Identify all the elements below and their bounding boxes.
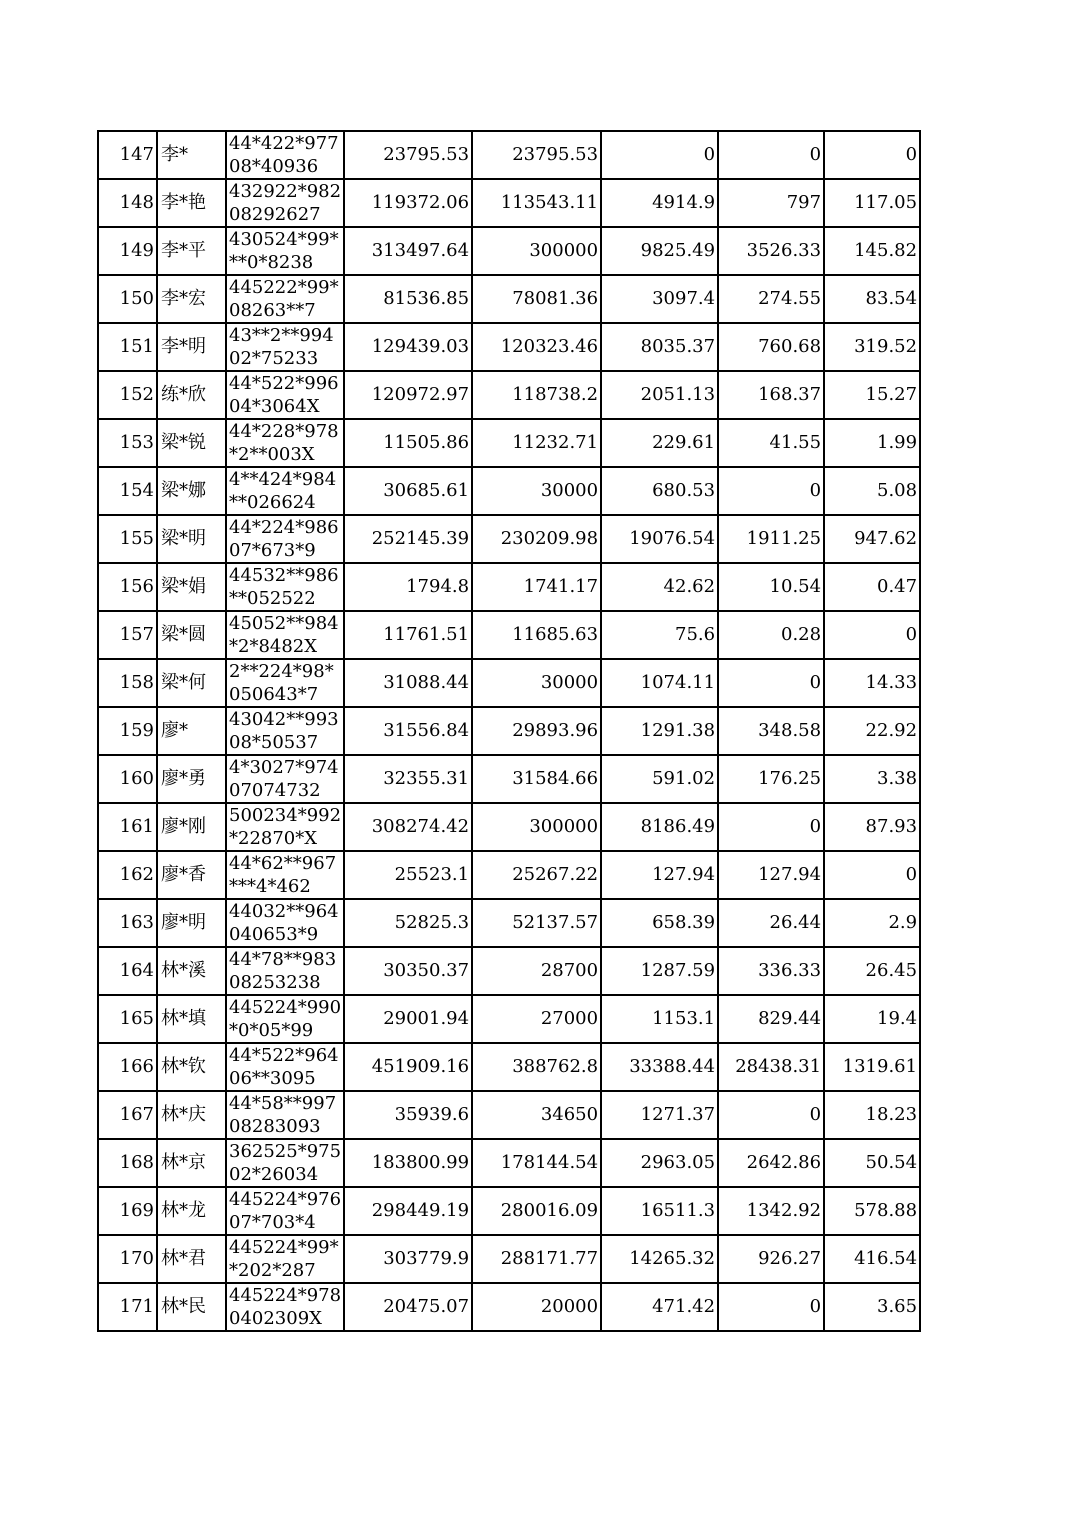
id-number xyxy=(226,803,344,851)
person-name: 廖* xyxy=(157,707,226,755)
id-number-line-2: 08292627 xyxy=(229,204,321,225)
table-row xyxy=(98,179,920,227)
id-number-line-1: 4*3027*974 xyxy=(229,757,339,778)
amount-col-5: 22.92 xyxy=(824,707,920,755)
amount-col-4: 0 xyxy=(718,467,824,515)
amount-col-2: 1741.17 xyxy=(472,563,601,611)
id-number xyxy=(226,131,344,179)
amount-col-2: 78081.36 xyxy=(472,275,601,323)
person-name: 林*庆 xyxy=(157,1091,226,1139)
amount-col-5: 26.45 xyxy=(824,947,920,995)
row-number: 162 xyxy=(98,851,157,899)
amount-col-3: 42.62 xyxy=(601,563,718,611)
amount-col-3: 33388.44 xyxy=(601,1043,718,1091)
person-name: 林*民 xyxy=(157,1283,226,1331)
person-name: 廖*香 xyxy=(157,851,226,899)
amount-col-2: 30000 xyxy=(472,659,601,707)
amount-col-3: 3097.4 xyxy=(601,275,718,323)
amount-col-1: 303779.9 xyxy=(344,1235,472,1283)
id-number-line-1: 43**2**994 xyxy=(229,325,334,346)
amount-col-4: 0 xyxy=(718,131,824,179)
id-number-line-2: *202*287 xyxy=(229,1260,316,1281)
amount-col-2: 31584.66 xyxy=(472,755,601,803)
id-number-line-2: *0*05*99 xyxy=(229,1020,314,1041)
amount-col-5: 1319.61 xyxy=(824,1043,920,1091)
amount-col-2: 300000 xyxy=(472,803,601,851)
row-number: 150 xyxy=(98,275,157,323)
amount-col-4: 274.55 xyxy=(718,275,824,323)
amount-col-4: 926.27 xyxy=(718,1235,824,1283)
amount-col-3: 16511.3 xyxy=(601,1187,718,1235)
amount-col-1: 30685.61 xyxy=(344,467,472,515)
id-number-line-1: 44*224*986 xyxy=(229,517,339,538)
amount-col-5: 3.65 xyxy=(824,1283,920,1331)
amount-col-3: 19076.54 xyxy=(601,515,718,563)
row-number: 170 xyxy=(98,1235,157,1283)
id-number-line-2: 08*50537 xyxy=(229,732,319,753)
person-name: 李*艳 xyxy=(157,179,226,227)
amount-col-3: 2051.13 xyxy=(601,371,718,419)
person-name: 李*宏 xyxy=(157,275,226,323)
amount-col-1: 183800.99 xyxy=(344,1139,472,1187)
row-number: 160 xyxy=(98,755,157,803)
id-number xyxy=(226,1283,344,1331)
id-number-line-1: 44032**964 xyxy=(229,901,339,922)
amount-col-3: 8035.37 xyxy=(601,323,718,371)
amount-col-3: 9825.49 xyxy=(601,227,718,275)
id-number xyxy=(226,1043,344,1091)
amount-col-4: 0 xyxy=(718,1091,824,1139)
id-number-line-2: **052522 xyxy=(229,588,316,609)
amount-col-4: 10.54 xyxy=(718,563,824,611)
amount-col-2: 30000 xyxy=(472,467,601,515)
id-number xyxy=(226,371,344,419)
id-number xyxy=(226,947,344,995)
person-name: 李*明 xyxy=(157,323,226,371)
row-number: 168 xyxy=(98,1139,157,1187)
amount-col-3: 591.02 xyxy=(601,755,718,803)
amount-col-2: 11232.71 xyxy=(472,419,601,467)
amount-col-5: 50.54 xyxy=(824,1139,920,1187)
amount-col-5: 117.05 xyxy=(824,179,920,227)
id-number xyxy=(226,1139,344,1187)
id-number-line-1: 45052**984 xyxy=(229,613,339,634)
amount-col-4: 829.44 xyxy=(718,995,824,1043)
person-name: 林*君 xyxy=(157,1235,226,1283)
amount-col-2: 29893.96 xyxy=(472,707,601,755)
amount-col-2: 288171.77 xyxy=(472,1235,601,1283)
amount-col-1: 35939.6 xyxy=(344,1091,472,1139)
id-number-line-1: 44*422*977 xyxy=(229,133,339,154)
id-number xyxy=(226,995,344,1043)
amount-col-5: 416.54 xyxy=(824,1235,920,1283)
row-number: 152 xyxy=(98,371,157,419)
id-number xyxy=(226,563,344,611)
id-number xyxy=(226,755,344,803)
amount-col-4: 28438.31 xyxy=(718,1043,824,1091)
amount-col-5: 14.33 xyxy=(824,659,920,707)
amount-col-2: 23795.53 xyxy=(472,131,601,179)
table-row xyxy=(98,275,920,323)
row-number: 163 xyxy=(98,899,157,947)
id-number xyxy=(226,515,344,563)
amount-col-2: 34650 xyxy=(472,1091,601,1139)
amount-col-2: 300000 xyxy=(472,227,601,275)
row-number: 149 xyxy=(98,227,157,275)
id-number xyxy=(226,467,344,515)
table-row xyxy=(98,131,920,179)
person-name: 林*钦 xyxy=(157,1043,226,1091)
amount-col-1: 32355.31 xyxy=(344,755,472,803)
row-number: 155 xyxy=(98,515,157,563)
amount-col-3: 1074.11 xyxy=(601,659,718,707)
amount-col-4: 1911.25 xyxy=(718,515,824,563)
id-number-line-2: **0*8238 xyxy=(229,252,314,273)
amount-col-4: 0 xyxy=(718,1283,824,1331)
id-number-line-1: 44*522*964 xyxy=(229,1045,339,1066)
amount-col-4: 0 xyxy=(718,803,824,851)
amount-col-5: 15.27 xyxy=(824,371,920,419)
person-name: 林*填 xyxy=(157,995,226,1043)
id-number-line-1: 2**224*98* xyxy=(229,661,334,682)
amount-col-4: 0 xyxy=(718,659,824,707)
person-name: 廖*刚 xyxy=(157,803,226,851)
id-number-line-1: 445224*978 xyxy=(229,1285,342,1306)
id-number-line-2: 02*75233 xyxy=(229,348,319,369)
id-number-line-1: 445222*99* xyxy=(229,277,339,298)
id-number xyxy=(226,275,344,323)
amount-col-2: 27000 xyxy=(472,995,601,1043)
row-number: 167 xyxy=(98,1091,157,1139)
amount-col-2: 28700 xyxy=(472,947,601,995)
amount-col-5: 319.52 xyxy=(824,323,920,371)
amount-col-4: 127.94 xyxy=(718,851,824,899)
table-row xyxy=(98,1043,920,1091)
id-number xyxy=(226,851,344,899)
amount-col-5: 0.47 xyxy=(824,563,920,611)
amount-col-1: 451909.16 xyxy=(344,1043,472,1091)
amount-col-5: 1.99 xyxy=(824,419,920,467)
table-row xyxy=(98,371,920,419)
amount-col-4: 176.25 xyxy=(718,755,824,803)
id-number-line-2: *22870*X xyxy=(229,828,318,849)
id-number xyxy=(226,707,344,755)
person-name: 梁*娟 xyxy=(157,563,226,611)
table-row xyxy=(98,419,920,467)
table-row xyxy=(98,1139,920,1187)
amount-col-5: 145.82 xyxy=(824,227,920,275)
table-row xyxy=(98,467,920,515)
row-number: 157 xyxy=(98,611,157,659)
row-number: 158 xyxy=(98,659,157,707)
amount-col-2: 280016.09 xyxy=(472,1187,601,1235)
id-number-line-2: 02*26034 xyxy=(229,1164,319,1185)
table-row xyxy=(98,803,920,851)
person-name: 梁*娜 xyxy=(157,467,226,515)
amount-col-2: 25267.22 xyxy=(472,851,601,899)
id-number-line-2: 07074732 xyxy=(229,780,321,801)
amount-col-3: 14265.32 xyxy=(601,1235,718,1283)
amount-col-1: 52825.3 xyxy=(344,899,472,947)
amount-col-5: 19.4 xyxy=(824,995,920,1043)
row-number: 166 xyxy=(98,1043,157,1091)
id-number-line-2: 0402309X xyxy=(229,1308,322,1329)
id-number-line-1: 44*228*978 xyxy=(229,421,339,442)
amount-col-4: 0.28 xyxy=(718,611,824,659)
amount-col-4: 348.58 xyxy=(718,707,824,755)
person-name: 廖*勇 xyxy=(157,755,226,803)
id-number-line-1: 44*62**967 xyxy=(229,853,337,874)
table-row xyxy=(98,995,920,1043)
amount-col-1: 120972.97 xyxy=(344,371,472,419)
id-number xyxy=(226,179,344,227)
person-name: 廖*明 xyxy=(157,899,226,947)
amount-col-5: 0 xyxy=(824,611,920,659)
id-number-line-2: 08283093 xyxy=(229,1116,321,1137)
row-number: 147 xyxy=(98,131,157,179)
table-row xyxy=(98,1283,920,1331)
amount-col-1: 31556.84 xyxy=(344,707,472,755)
amount-col-1: 29001.94 xyxy=(344,995,472,1043)
amount-col-5: 5.08 xyxy=(824,467,920,515)
id-number-line-1: 445224*976 xyxy=(229,1189,342,1210)
amount-col-2: 20000 xyxy=(472,1283,601,1331)
amount-col-1: 23795.53 xyxy=(344,131,472,179)
amount-col-3: 1291.38 xyxy=(601,707,718,755)
id-number xyxy=(226,611,344,659)
amount-col-3: 0 xyxy=(601,131,718,179)
id-number xyxy=(226,1091,344,1139)
amount-col-2: 52137.57 xyxy=(472,899,601,947)
table-row xyxy=(98,611,920,659)
id-number-line-1: 445224*99* xyxy=(229,1237,339,1258)
id-number xyxy=(226,899,344,947)
id-number-line-2: 08263**7 xyxy=(229,300,316,321)
amount-col-5: 0 xyxy=(824,851,920,899)
id-number-line-2: 07*703*4 xyxy=(229,1212,316,1233)
id-number xyxy=(226,419,344,467)
amount-col-4: 1342.92 xyxy=(718,1187,824,1235)
amount-col-2: 388762.8 xyxy=(472,1043,601,1091)
amount-col-3: 1271.37 xyxy=(601,1091,718,1139)
id-number xyxy=(226,1187,344,1235)
id-number-line-1: 432922*982 xyxy=(229,181,342,202)
id-number xyxy=(226,323,344,371)
amount-col-1: 119372.06 xyxy=(344,179,472,227)
amount-col-1: 20475.07 xyxy=(344,1283,472,1331)
amount-col-1: 31088.44 xyxy=(344,659,472,707)
table-row xyxy=(98,227,920,275)
amount-col-5: 83.54 xyxy=(824,275,920,323)
amount-col-1: 11505.86 xyxy=(344,419,472,467)
row-number: 151 xyxy=(98,323,157,371)
table-row xyxy=(98,659,920,707)
amount-col-4: 26.44 xyxy=(718,899,824,947)
table-row xyxy=(98,323,920,371)
amount-col-2: 11685.63 xyxy=(472,611,601,659)
id-number-line-1: 44*58**997 xyxy=(229,1093,337,1114)
amount-col-5: 87.93 xyxy=(824,803,920,851)
amount-col-3: 127.94 xyxy=(601,851,718,899)
id-number-line-2: 040653*9 xyxy=(229,924,319,945)
amount-col-2: 120323.46 xyxy=(472,323,601,371)
amount-col-3: 1287.59 xyxy=(601,947,718,995)
amount-col-1: 25523.1 xyxy=(344,851,472,899)
amount-col-2: 178144.54 xyxy=(472,1139,601,1187)
id-number-line-2: **026624 xyxy=(229,492,316,513)
person-name: 梁*明 xyxy=(157,515,226,563)
table-row xyxy=(98,1187,920,1235)
amount-col-4: 760.68 xyxy=(718,323,824,371)
person-name: 梁*圆 xyxy=(157,611,226,659)
amount-col-5: 578.88 xyxy=(824,1187,920,1235)
amount-col-4: 168.37 xyxy=(718,371,824,419)
row-number: 159 xyxy=(98,707,157,755)
amount-col-3: 229.61 xyxy=(601,419,718,467)
row-number: 164 xyxy=(98,947,157,995)
amount-col-1: 30350.37 xyxy=(344,947,472,995)
amount-col-1: 11761.51 xyxy=(344,611,472,659)
amount-col-5: 2.9 xyxy=(824,899,920,947)
table-row xyxy=(98,755,920,803)
amount-col-4: 41.55 xyxy=(718,419,824,467)
id-number-line-2: ***4*462 xyxy=(229,876,311,897)
amount-col-4: 2642.86 xyxy=(718,1139,824,1187)
amount-col-4: 3526.33 xyxy=(718,227,824,275)
row-number: 148 xyxy=(98,179,157,227)
amount-col-1: 252145.39 xyxy=(344,515,472,563)
id-number-line-1: 500234*992 xyxy=(229,805,342,826)
table-row xyxy=(98,707,920,755)
id-number-line-2: 07*673*9 xyxy=(229,540,316,561)
table-row xyxy=(98,1235,920,1283)
id-number-line-2: 06**3095 xyxy=(229,1068,316,1089)
amount-col-3: 4914.9 xyxy=(601,179,718,227)
person-name: 李*平 xyxy=(157,227,226,275)
row-number: 154 xyxy=(98,467,157,515)
row-number: 171 xyxy=(98,1283,157,1331)
amount-col-1: 81536.85 xyxy=(344,275,472,323)
amount-col-4: 336.33 xyxy=(718,947,824,995)
person-name: 林*龙 xyxy=(157,1187,226,1235)
person-name: 林*京 xyxy=(157,1139,226,1187)
table-row xyxy=(98,1091,920,1139)
row-number: 153 xyxy=(98,419,157,467)
row-number: 156 xyxy=(98,563,157,611)
id-number-line-1: 44*78**983 xyxy=(229,949,337,970)
id-number-line-1: 362525*975 xyxy=(229,1141,342,1162)
person-name: 练*欣 xyxy=(157,371,226,419)
table-row xyxy=(98,851,920,899)
amount-col-3: 471.42 xyxy=(601,1283,718,1331)
amount-col-1: 129439.03 xyxy=(344,323,472,371)
id-number-line-2: 08*40936 xyxy=(229,156,319,177)
amount-col-3: 658.39 xyxy=(601,899,718,947)
amount-col-3: 2963.05 xyxy=(601,1139,718,1187)
amount-col-3: 680.53 xyxy=(601,467,718,515)
id-number-line-2: *2*8482X xyxy=(229,636,318,657)
row-number: 169 xyxy=(98,1187,157,1235)
amount-col-4: 797 xyxy=(718,179,824,227)
table-row xyxy=(98,899,920,947)
amount-col-1: 308274.42 xyxy=(344,803,472,851)
amount-col-2: 118738.2 xyxy=(472,371,601,419)
id-number-line-1: 44532**986 xyxy=(229,565,339,586)
table-row xyxy=(98,563,920,611)
person-name: 梁*何 xyxy=(157,659,226,707)
person-name: 梁*锐 xyxy=(157,419,226,467)
table-row xyxy=(98,515,920,563)
id-number xyxy=(226,1235,344,1283)
amount-col-1: 298449.19 xyxy=(344,1187,472,1235)
amount-col-2: 113543.11 xyxy=(472,179,601,227)
data-table xyxy=(97,130,921,1332)
id-number-line-1: 4**424*984 xyxy=(229,469,337,490)
id-number-line-2: 04*3064X xyxy=(229,396,320,417)
amount-col-5: 18.23 xyxy=(824,1091,920,1139)
id-number-line-1: 445224*990 xyxy=(229,997,342,1018)
amount-col-5: 0 xyxy=(824,131,920,179)
amount-col-2: 230209.98 xyxy=(472,515,601,563)
id-number-line-2: 050643*7 xyxy=(229,684,319,705)
person-name: 林*溪 xyxy=(157,947,226,995)
id-number xyxy=(226,659,344,707)
row-number: 165 xyxy=(98,995,157,1043)
id-number-line-1: 44*522*996 xyxy=(229,373,339,394)
id-number-line-1: 43042**993 xyxy=(229,709,339,730)
id-number-line-2: 08253238 xyxy=(229,972,321,993)
id-number xyxy=(226,227,344,275)
row-number: 161 xyxy=(98,803,157,851)
id-number-line-2: *2**003X xyxy=(229,444,315,465)
amount-col-1: 313497.64 xyxy=(344,227,472,275)
table-row xyxy=(98,947,920,995)
person-name: 李* xyxy=(157,131,226,179)
amount-col-3: 8186.49 xyxy=(601,803,718,851)
id-number-line-1: 430524*99* xyxy=(229,229,339,250)
amount-col-1: 1794.8 xyxy=(344,563,472,611)
amount-col-3: 75.6 xyxy=(601,611,718,659)
amount-col-5: 947.62 xyxy=(824,515,920,563)
amount-col-3: 1153.1 xyxy=(601,995,718,1043)
amount-col-5: 3.38 xyxy=(824,755,920,803)
